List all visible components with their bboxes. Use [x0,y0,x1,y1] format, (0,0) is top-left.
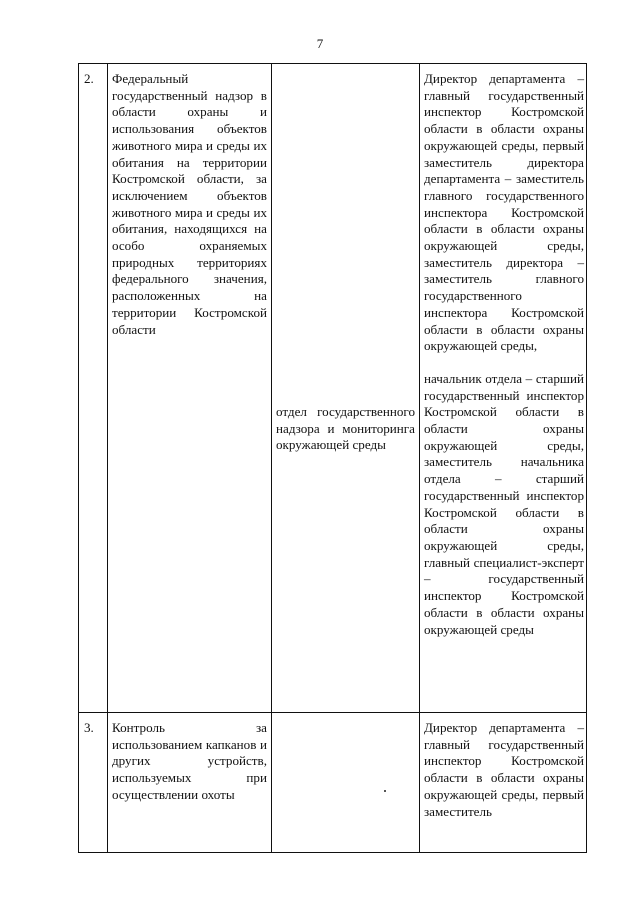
subject-text: Федеральный государственный надзор в области охраны и использования объектов животного мира и среды их обитания на территории Костромской области, за исключением объектов животного мира и среды их обитания, находящихся на особо охраняемых природных территориях федерального значения, расположенных на территории Костромской области [112,71,267,337]
officials-cell [420,713,587,853]
table-row [79,713,587,853]
row-number: 2. [79,64,108,713]
table-row [79,64,587,713]
department-text: отдел государственного надзора и мониторинга окружающей среды [276,404,415,453]
subject-text: Контроль за использованием капканов и других устройств, используемых при осуществлении охоты [112,720,267,802]
scan-speck [384,790,386,792]
officials-text: Директор департамента – главный государственный инспектор Костромской области в области охраны окружающей среды, первый заместитель [424,720,584,819]
department-cell [272,713,420,853]
subject-cell [108,64,272,713]
authority-table [78,63,587,853]
subject-cell [108,713,272,853]
department-text [272,713,419,724]
department-cell [272,64,420,713]
officials-text: Директор департамента – главный государственный инспектор Костромской области в области охраны окружающей среды, первый заместитель директора департамента – заместитель главного государственного инспектора Костромской области в области охраны окружающей среды, заместитель директора – заместитель главного государственного инспектора Костромской области в области охраны окружающей среды, [424,71,584,354]
page-number: 7 [316,36,324,51]
officials-cell [420,64,587,713]
officials-text: начальник отдела – старший государственный инспектор Костромской области в области охраны окружающей среды, заместитель начальника отдела – старший государственный инспектор Костромской области в области охраны окружающей среды, главный специалист-эксперт – государственный инспектор Костромской области в области охраны окружающей среды [424,370,584,637]
row-number: 3. [79,713,108,853]
